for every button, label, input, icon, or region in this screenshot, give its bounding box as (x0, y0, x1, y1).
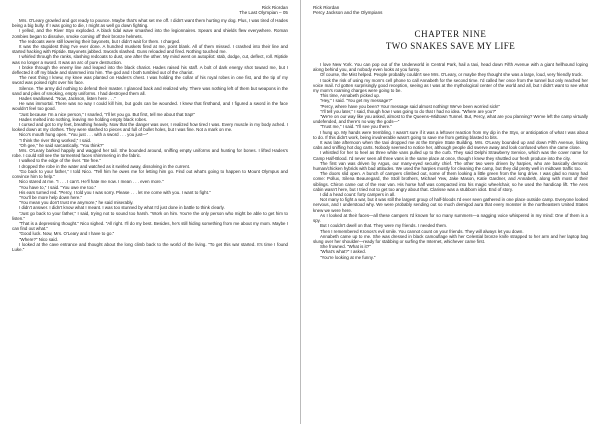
body-paragraph: It was late afternoon when the taxi dropped me at the Empire State Building. Mrs. O'Leary bounded up and down Fifth Avenue, licking cabs and sniffing hot dog carts. Nobody seemed to notice her, although people did swerve away and look confused when she came close. (313, 140, 588, 151)
body-paragraph: "You have to," I said. "You owe me too." (19, 184, 97, 190)
page-header-left (12, 5, 288, 16)
body-paragraph: I broke through the enemy line and leaped into the black chariot. Hades raised his staff. A bolt of dark energy shot toward me, but I deflected it off my blade and slammed into him. The god and I both tumbled out of the chariot. (12, 64, 288, 76)
body-paragraph: "You'll be more help down here." (19, 194, 83, 200)
body-paragraph: I didn't answer. I didn't know what I meant. I was too stunned by what I'd just done in battle to think clearly. (19, 205, 225, 211)
body-paragraph: "Percy, where have you been? Your message said almost nothing! We've been worried sick!" (320, 103, 501, 109)
body-paragraph: I looked at the cave entrance and thought about the long climb back to the world of the living. "To get this war started. It's time I found Luke." (12, 241, 288, 252)
right-body-text (313, 62, 588, 260)
body-paragraph: The next thing I knew, my knee was planted on Hades's chest. I was holding the collar of his royal robes in one fist, and the tip of my sword was poised right over his face. (12, 75, 288, 86)
body-paragraph: I took the risk of using my mom's cell phone to call Annabeth for the second time. I'd called her once from the tunnel but only reached her voice mail. I'd gotten surprisingly good reception, seeing as I was at the mythological center of the world and all, but I didn't want to see what my mom's roaming charges were going to be. (313, 77, 588, 94)
body-paragraph: "You're looking at me funny." (320, 254, 376, 260)
body-paragraph: Then I remembered Kronos's evil smile. You cannot count on your friends. They will always let you down. (320, 228, 524, 234)
body-paragraph: "Where?" Nico said. (19, 236, 58, 242)
body-paragraph: His ears turned red. "Percy, I told you I was sorry. Please . . . let me come with you. I want to fight." (19, 189, 211, 195)
body-paragraph: Nico stared at me. "I . . . I can't. He'll hate me now. I mean . . . even more." (19, 179, 164, 185)
body-paragraph: I yelled, and the River Styx exploded. A black tidal wave smashed into the legionnaires. Spears and shields flew everywhere. Roman zombies began to dissolve, smoke coming off their bronze helmets. (12, 28, 288, 39)
body-paragraph: Not many to fight a war, but it was still the largest group of half-bloods I'd ever seen gathered in one place outside camp. Everyone looked nervous, and I understood why. We were probably sending out so much demigod aura that every monster in the northeastern United States knew we were here. (313, 197, 588, 213)
body-paragraph: I did a head count: forty campers in all. (320, 192, 396, 198)
body-paragraph: Nico's mouth hung open. "You just . . . with a sword . . . you just—" (19, 132, 149, 138)
body-paragraph: "Just go back to your father," I said, trying not to sound too harsh. "Work on him. You're the only person who might be able to get him to listen." (12, 210, 288, 221)
header-book-title: Percy Jackson and the Olympians (313, 10, 383, 16)
body-paragraph: This time, Annabeth picked up. (320, 93, 381, 99)
body-paragraph: I dropped the robe in the water and watched as it swirled away, dissolving in the current. (19, 163, 191, 169)
body-paragraph: The redcoats were still lowering their bayonets, but I didn't wait for them. I charged. (19, 38, 181, 44)
body-paragraph: She frowned. "What is it?" (320, 244, 371, 250)
body-paragraph: Mrs. O'Leary barked happily and wagged her tail. She bounded around, sniffing empty uniforms and hunting for bones. I lifted Hades's robe. I could still see the tormented faces shimmering in the fabric. (12, 148, 288, 159)
right-page (300, 0, 600, 424)
body-paragraph: "Just because I'm a nice person," I snarled, "I'll let you go. But first, tell me about that trap!" (19, 111, 196, 117)
body-paragraph: "What's what?" I asked. (320, 249, 366, 255)
body-paragraph: "Oh gee," he said sarcastically. "You think?" (19, 142, 104, 148)
body-paragraph: The doors slid open. A bunch of campers climbed out, some of them looking a little green from the long drive. I was glad so many had come: Pollux, Silena Beauregard, the Stoll brothers, Michael Yew, Jake Mason, Katie Gardner, and Annabeth, along with most of their siblings. Chiron came out of the rear van. His horse half was compacted into his magic wheelchair, so he used the handicap lift. The Ares cabin wasn't here, but I tried not to get too angry about that. Clarisse was a stubborn idiot. End of story. (313, 171, 588, 192)
chapter-number: CHAPTER NINE (414, 29, 487, 39)
body-paragraph: I cursed and got to my feet, breathing heavily. Now that the danger was over, I realized how tired I was. Every muscle in my body ached. I looked down at my clothes. They were slashed to pieces and full of bullet holes, but I was fine. Not a mark on me. (12, 122, 288, 133)
header-book-page: The Last Olympian – 05 (239, 10, 288, 16)
body-paragraph: It was the stupidest thing I've ever done. A hundred muskets fired at me, point blank. All of them missed. I crashed into their line and started hacking with Riptide. Bayonets jabbed. Swords slashed. Guns reloaded and fired. Nothing touched me. (12, 44, 288, 55)
body-paragraph: "I'll tell you later," I said, though how I was going to do that I had no idea. "Where are you?" (320, 108, 497, 114)
body-paragraph: I walked to the edge of the river. "Be free." (19, 158, 101, 164)
chapter-title: TWO SNAKES SAVE MY LIFE (385, 41, 516, 51)
body-paragraph: Annabeth came up to me. She was dressed in black camouflage with her Celestial bronze knife strapped to her arm and her laptop bag slung over her shoulder—ready for stabbing or surfing the Internet, whichever came first. (313, 233, 588, 244)
body-paragraph: Mrs. O'Leary growled and got ready to pounce. Maybe that's what set me off. I didn't want them hurting my dog. Plus, I was tired of Hades being a big bully. If I was going to die, I might as well go down fighting. (12, 18, 288, 29)
body-paragraph: Hades swallowed. "Now, Jackson, listen here . . ." (19, 96, 116, 102)
body-paragraph: "Good luck. Now, Mrs. O'Leary and I have to go." (19, 231, 115, 237)
body-paragraph: "Hey," I said. "You get my message?" (320, 98, 393, 104)
page-header-right (313, 5, 588, 16)
body-paragraph: He was immortal. There was no way I could kill him, but gods can be wounded. I knew that firsthand, and I figured a sword in the face wouldn't feel too good. (12, 101, 288, 112)
body-paragraph: "Go back to your father," I told Nico. "Tell him he owes me for letting him go. Find out what's going to happen to Mount Olympus and convince him to help." (12, 168, 288, 180)
body-paragraph: I love New York. You can pop out of the Underworld in Central Park, hail a taxi, head down Fifth Avenue with a giant hellhound loping along behind you, and nobody even looks at you funny. (313, 62, 588, 73)
body-paragraph: The first van was driven by Argus, our many-eyed security chief. The other two were driven by harpies, who are basically demonic human/chicken hybrids with bad attitudes. We used the harpies mostly for cleaning the camp, but they did pretty well in midtown traffic too. (313, 160, 588, 172)
body-paragraph: Hades melted into nothing, leaving me holding empty black robes. (19, 116, 148, 122)
header-author: Rick Riordan (261, 5, 288, 10)
body-paragraph: I whistled for her to heel as three white vans pulled up to the curb. They said Delphi Strawberry Service, which was the cover name for Camp Half-Blood. I'd never seen all three vans in the same place at once, though I knew they shuttled our fresh produce into the city. (313, 150, 588, 161)
body-paragraph: "You mean you don't trust me anymore," he said miserably. (19, 200, 134, 206)
body-paragraph: "I think the river thing worked," I said. (19, 137, 92, 143)
body-paragraph: Silence. The army did nothing to defend their master. I glanced back and realized why. There was nothing left of them but weapons in the sand and piles of smoking, empty uniforms. I had destroyed them all. (12, 85, 288, 96)
body-paragraph: "That is a depressing thought." Nico sighed. "All right. I'll do my best. Besides, he's still hiding something from me about my mom. Maybe I can find out what." (12, 220, 288, 232)
body-paragraph: I hung up. My hands were trembling. I wasn't sure if it was a leftover reaction from my dip in the Styx, or anticipation of what I was about to do. If this didn't work, being invulnerable wasn't going to save me from getting blasted to bits. (313, 129, 588, 140)
header-author: Rick Riordan (313, 5, 340, 10)
left-body-text (12, 18, 288, 252)
body-paragraph: "We're on our way like you asked, almost to the Queens–Midtown Tunnel. But, Percy, what are you planning? We've left the camp virtually undefended, and there's no way the gods—" (313, 114, 588, 125)
body-paragraph: Of course, the Mist helped. People probably couldn't see Mrs. O'Leary, or maybe they thought she was a large, loud, very friendly truck. (320, 72, 583, 78)
body-paragraph: As I looked at their faces—all these campers I'd known for so many summers—a nagging voice whispered in my mind: One of them is a spy. (313, 212, 588, 224)
body-paragraph: I whirled through the ranks, slashing redcoats to dust, one after the other. My mind went on autopilot: stab, dodge, cut, deflect, roll. Riptide was no longer a sword. It was an arc of pure destruction. (12, 54, 288, 65)
body-paragraph: "Trust me," I said. "I'll see you there." (320, 124, 392, 130)
body-paragraph: But I couldn't dwell on that. They were my friends. I needed them. (320, 223, 448, 229)
